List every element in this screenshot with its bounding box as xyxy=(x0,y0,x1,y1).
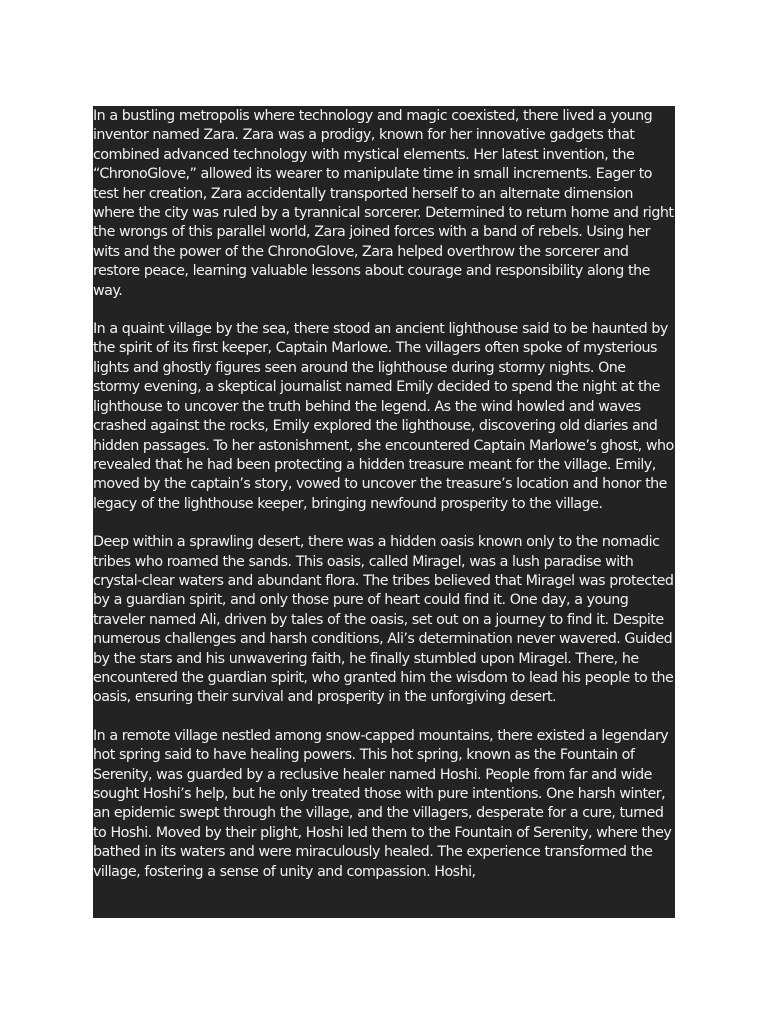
paragraph-hot-spring: In a remote village nestled among snow-capped mountains, there existed a legendary hot spring said to have healing powers. This hot spring, known as the Fountain of Serenity, was guarded by a reclusive healer named Hoshi. People from far and wide sought Hoshi’s help, but he only treated those with pure intentions. One harsh winter, an epidemic swept through the village, and the villagers, desperate for a cure, turned to Hoshi. Moved by their plight, Hoshi led them to the Fountain of Serenity, where they bathed in its waters and were miraculously healed. The experience transformed the village, fostering a sense of unity and compassion. Hoshi, xyxy=(93,727,672,880)
paragraph-oasis: Deep within a sprawling desert, there was a hidden oasis known only to the nomadic tribes who roamed the sands. This oasis, called Miragel, was a lush paradise with crystal-clear waters and abundant flora. The tribes believed that Miragel was protected by a guardian spirit, and only those pure of heart could find it. One day, a young traveler named Ali, driven by tales of the oasis, set out on a journey to find it. Despite numerous challenges and harsh conditions, Ali’s determination never wavered. Guided by the stars and his unwavering faith, he finally stumbled upon Miragel. There, he encountered the guardian spirit, who granted him the wisdom to lead his people to the oasis, ensuring their survival and prosperity in the unforgiving desert. xyxy=(93,534,674,706)
paragraph-zara: In a bustling metropolis where technology and magic coexisted, there lived a young inventor named Zara. Zara was a prodigy, known for her innovative gadgets that combined advanced technology with mystical elements. Her latest invention, the “ChronoGlove,” allowed its wearer to manipulate time in small increments. Eager to test her creation, Zara accidentally transported herself to an alternate dimension where the city was ruled by a tyrannical sorcerer. Determined to return home and right the wrongs of this parallel world, Zara joined forces with a band of rebels. Using her wits and the power of the ChronoGlove, Zara helped overthrow the sorcerer and restore peace, learning valuable lessons about courage and responsibility along the way. xyxy=(93,108,674,299)
paragraph-lighthouse: In a quaint village by the sea, there stood an ancient lighthouse said to be haunted by the spirit of its first keeper, Captain Marlowe. The villagers often spoke of mysterious lights and ghostly figures seen around the lighthouse during stormy nights. One stormy evening, a skeptical journalist named Emily decided to spend the night at the lighthouse to uncover the truth behind the legend. As the wind howled and waves crashed against the rocks, Emily explored the lighthouse, discovering old diaries and hidden passages. To her astonishment, she encountered Captain Marlowe’s ghost, who revealed that he had been protecting a hidden treasure meant for the village. Emily, moved by the captain’s story, vowed to uncover the treasure’s location and honor the legacy of the lighthouse keeper, bringing newfound prosperity to the village. xyxy=(93,321,674,512)
text-block xyxy=(93,106,675,918)
